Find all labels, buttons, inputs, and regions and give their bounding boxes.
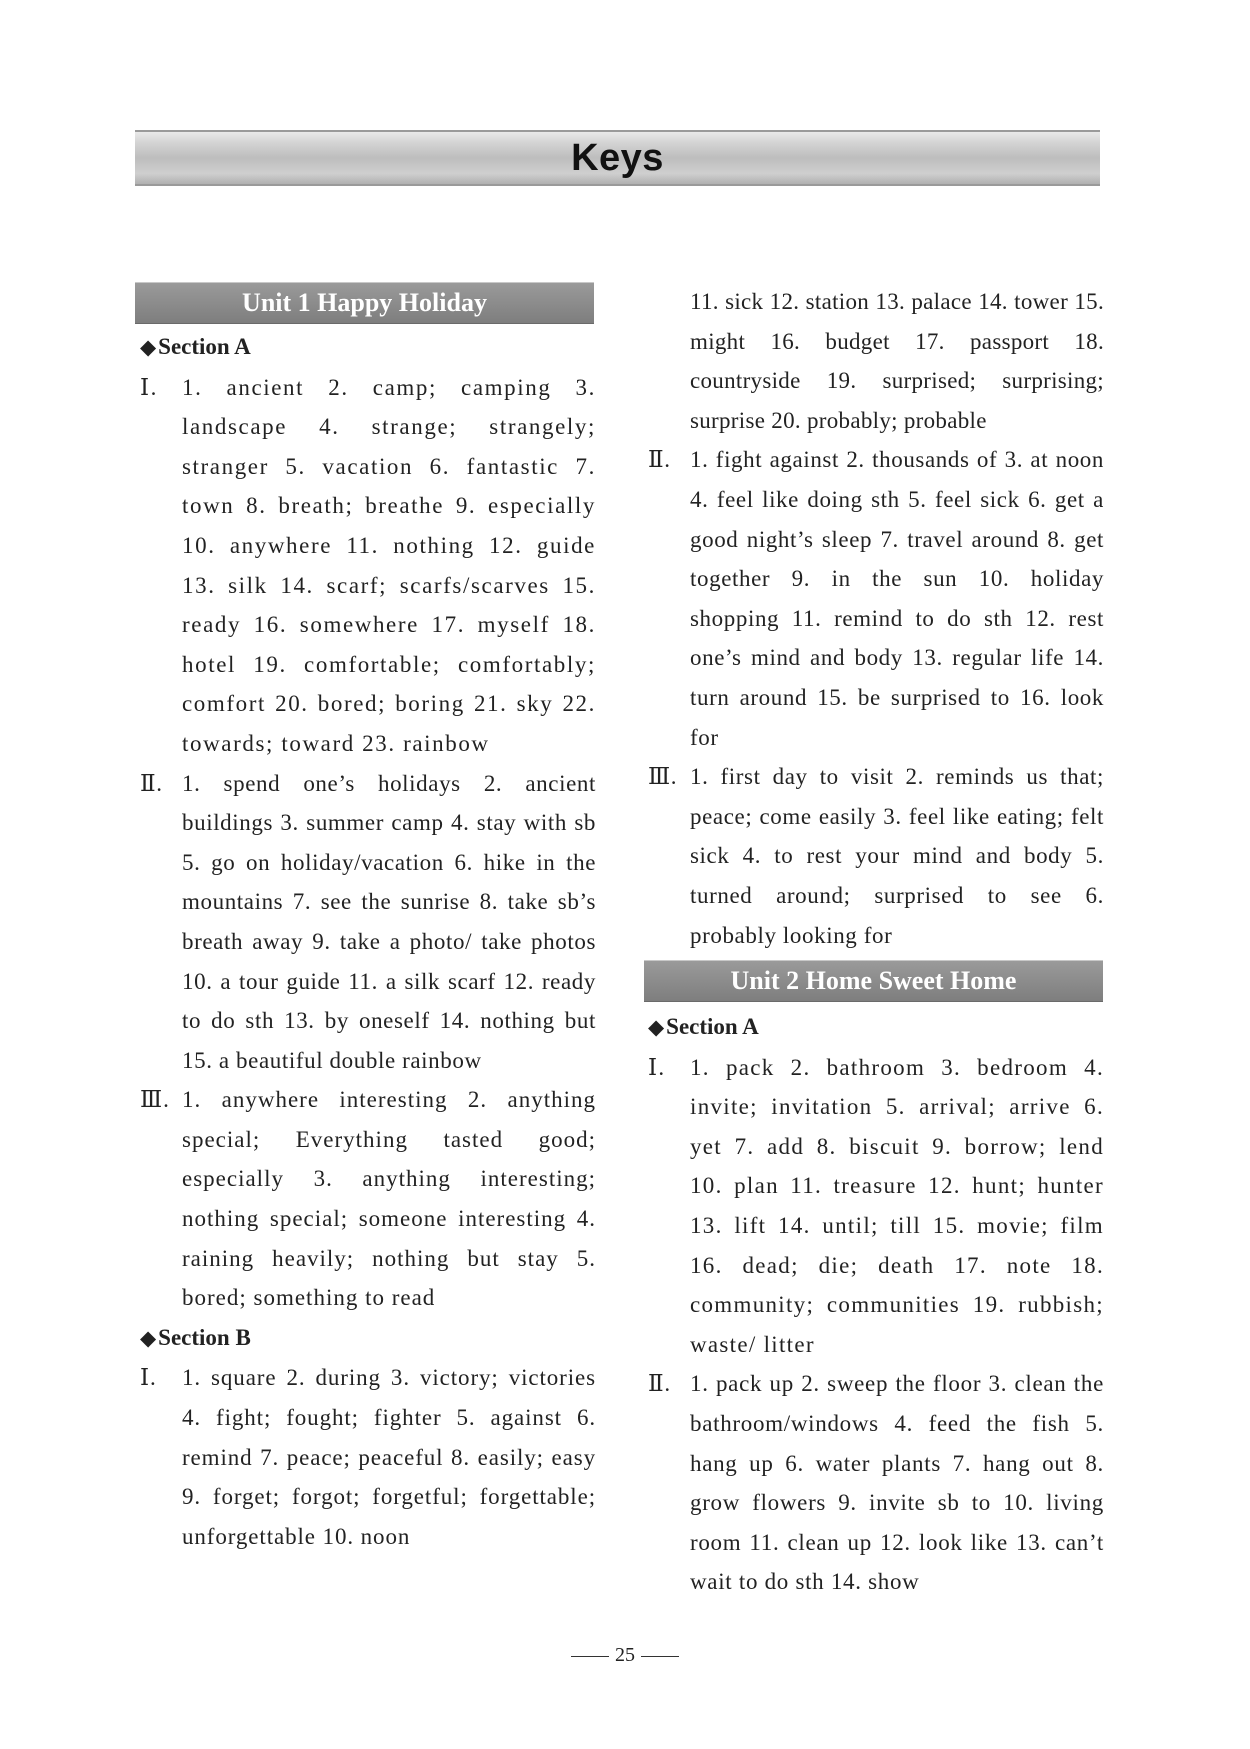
unit2-a-part-ii: Ⅱ. 1. pack up 2. sweep the floor 3. clean the bathroom/windows 4. feed the fish 5. hang up 6. water plants 7. hang out 8. grow flowers 9. invite sb to 10. living room 11. clean up 12. look like 13. can’t wait to do sth 14. show (648, 1371, 1104, 1595)
diamond-icon: ◆ (648, 1015, 665, 1040)
unit1-section-a-label: ◆Section A (140, 334, 251, 359)
unit1-a-part-ii: Ⅱ. 1. spend one’s holidays 2. ancient buildings 3. summer camp 4. stay with sb 5. go on holiday/vacation 6. hike in the mountains 7. see the sunrise 8. take sb’s breath away 9. take a photo/ take photos 10. a tour guide 11. a silk scarf 12. ready to do sth 13. by oneself 14. nothing but 15. a beautiful double rainbow (140, 770, 596, 1073)
unit1-a-part-i: Ⅰ. 1. ancient 2. camp; camping 3. landscape 4. strange; strangely; stranger 5. vacation 6. fantastic 7. town 8. breath; breathe 9. especially 10. anywhere 11. nothing 12. guide 13. silk 14. scarf; scarfs/scarves 15. ready 16. somewhere 17. myself 18. hotel 19. comfortable; comfortably; comfort 20. bored; boring 21. sky 22. towards; toward 23. rainbow (140, 374, 596, 756)
unit1-b-part-i: Ⅰ. 1. square 2. during 3. victory; victories 4. fight; fought; fighter 5. against 6. remind 7. peace; peaceful 8. easily; easy 9. forget; forgot; forgetful; forgettable; unforgettable 10. noon (140, 1365, 596, 1549)
unit2-heading: Unit 2 Home Sweet Home (644, 960, 1103, 1002)
unit2-section-a-label: ◆Section A (648, 1014, 759, 1040)
diamond-icon: ◆ (140, 335, 157, 359)
unit1-b-part-i-continued: 11. sick 12. station 13. palace 14. tower 15. might 16. budget 17. passport 18. countryside 19. surprised; surprising; surprise 20. probably; probable (690, 289, 1104, 433)
page-title: Keys (571, 136, 664, 179)
page-rule-right (641, 1656, 679, 1657)
page-rule-left (571, 1656, 609, 1657)
unit1-section-b-label: ◆Section B (140, 1324, 251, 1350)
unit1-b-part-iii: Ⅲ. 1. first day to visit 2. reminds us that; peace; come easily 3. feel like eating; felt sick 4. to rest your mind and body 5. turned around; surprised to see 6. probably looking for (648, 764, 1104, 948)
right-column (648, 282, 1104, 1602)
unit2-a-part-i: Ⅰ. 1. pack 2. bathroom 3. bedroom 4. invite; invitation 5. arrival; arrive 6. yet 7. add 8. biscuit 9. borrow; lend 10. plan 11. treasure 12. hunt; hunter 13. lift 14. until; till 15. movie; film 16. dead; die; death 17. note 18. community; communities 19. rubbish; waste/ litter (648, 1054, 1104, 1357)
unit1-b-part-ii: Ⅱ. 1. fight against 2. thousands of 3. at noon 4. feel like doing sth 5. feel sick 6. get a good night’s sleep 7. travel around 8. get together 9. in the sun 10. holiday shopping 11. remind to do sth 12. rest one’s mind and body 13. regular life 14. turn around 15. be surprised to 16. look for (648, 447, 1104, 750)
unit1-a-part-iii: Ⅲ. 1. anywhere interesting 2. anything special; Everything tasted good; especially 3. anything interesting; nothing special; someone interesting 4. raining heavily; nothing but stay 5. bored; something to read (140, 1087, 596, 1311)
left-column (140, 327, 596, 1556)
page-number: 25 (0, 1644, 1250, 1667)
unit1-heading: Unit 1 Happy Holiday (135, 282, 594, 324)
keys-banner (135, 130, 1100, 186)
diamond-icon: ◆ (140, 1325, 157, 1350)
